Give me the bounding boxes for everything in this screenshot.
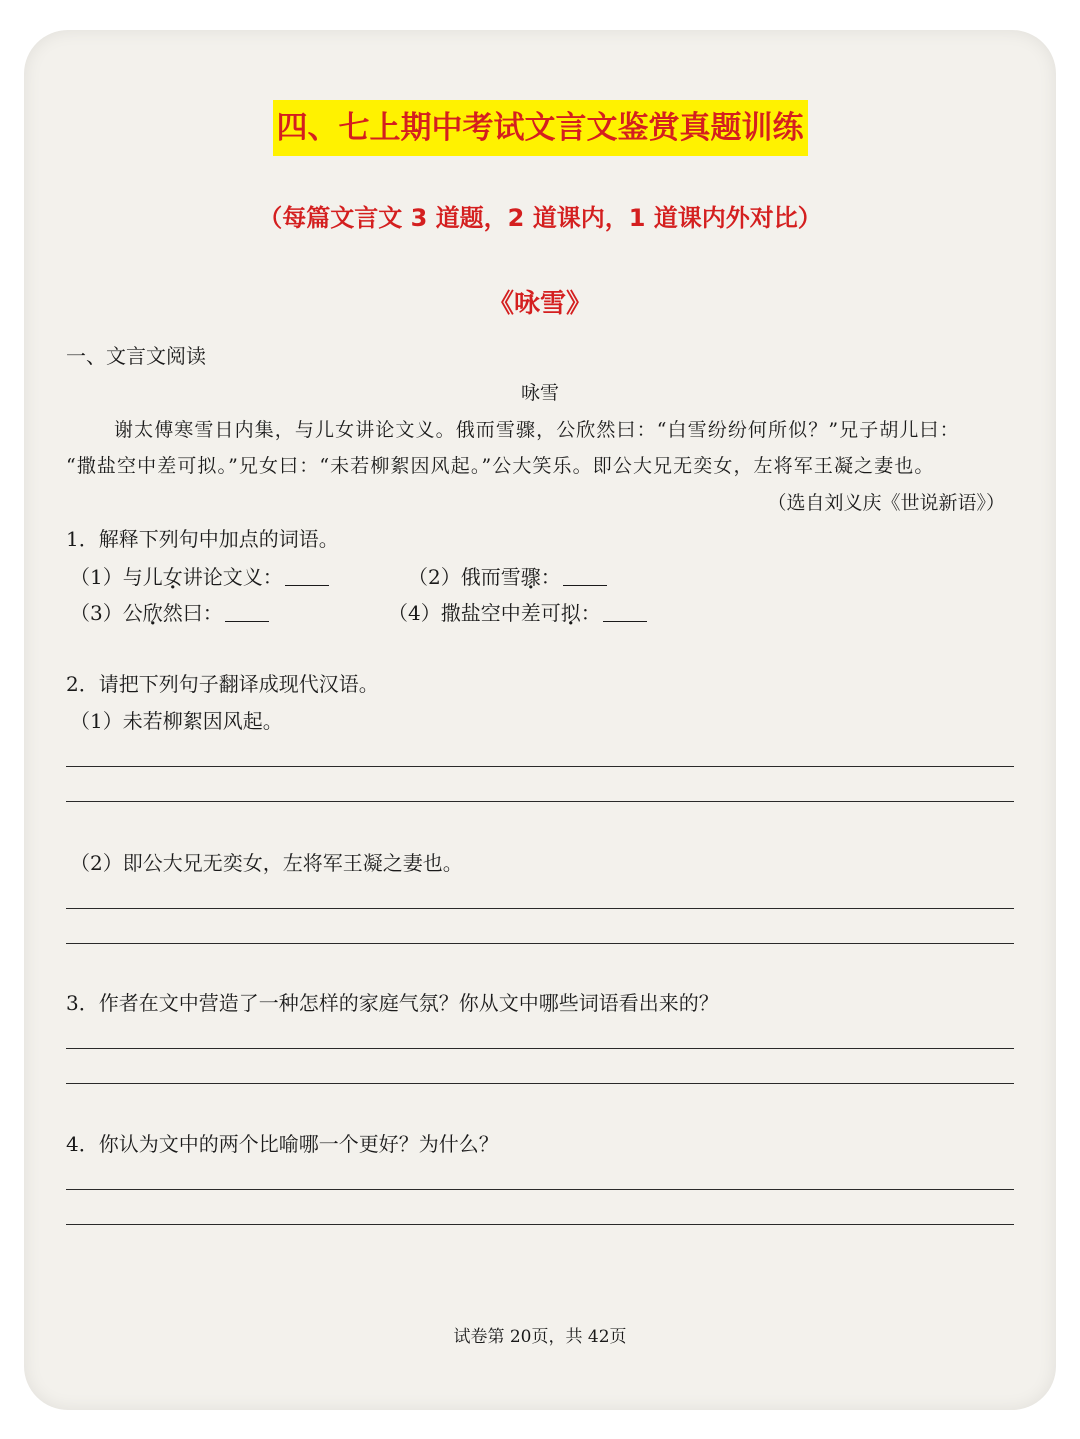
- q1-item-3-answer-blank[interactable]: [225, 601, 269, 622]
- q2-s1-answer-line-1[interactable]: [66, 766, 1014, 767]
- passage-line-2: “撒盐空中差可拟。”兄女曰：“未若柳絮因风起。”公大笑乐。即公大兄无奕女，左将军王凝之妻也。: [66, 455, 935, 477]
- passage-line-1: 谢太傅寒雪日内集，与儿女讲论文义。俄而雪骤，公欣然曰：“白雪纷纷何所似？”兄子胡儿曰：: [114, 419, 960, 441]
- q2-s1-answer-line-2[interactable]: [66, 801, 1014, 802]
- q4-answer-line-2[interactable]: [66, 1224, 1014, 1225]
- q2-sentence-2: （2）即公大兄无奕女，左将军王凝之妻也。: [70, 851, 463, 875]
- q1-item-1: [70, 562, 329, 592]
- q1-item-2-answer-blank[interactable]: [563, 565, 607, 586]
- passage-source: （选自刘义庆《世说新语》）: [767, 492, 1005, 514]
- q1-item-2-dotted-word: 骤: [520, 565, 541, 589]
- q1-item-2: [408, 562, 607, 592]
- q1-item-1-dotted-word: 女: [162, 565, 183, 589]
- q1-item-1-pre: （1）与儿: [70, 565, 163, 589]
- q1-item-3-pre: （3）公: [70, 601, 143, 625]
- section-heading: 一、文言文阅读: [66, 344, 206, 368]
- q1-item-4-answer-blank[interactable]: [603, 601, 647, 622]
- q1-item-4-dotted-word: 拟: [560, 601, 581, 625]
- q1-item-2-pre: （2）俄而雪: [408, 565, 521, 589]
- poem-title: 《咏雪》: [487, 289, 592, 319]
- title-block: [0, 100, 1080, 156]
- q1-item-4: [388, 598, 647, 628]
- question-4-prompt: 4．你认为文中的两个比喻哪一个更好？为什么？: [66, 1132, 499, 1156]
- q2-s2-answer-line-1[interactable]: [66, 908, 1014, 909]
- page-number-footer: 试卷第 20页，共 42页: [453, 1327, 627, 1347]
- question-3-prompt: 3．作者在文中营造了一种怎样的家庭气氛？你从文中哪些词语看出来的？: [66, 991, 719, 1015]
- page-title: 四、七上期中考试文言文鉴赏真题训练: [273, 100, 808, 156]
- q1-item-3-dotted-word: 欣: [142, 601, 163, 625]
- q1-item-3-post: 然曰：: [162, 601, 223, 625]
- q2-sentence-1: （1）未若柳絮因风起。: [70, 709, 283, 733]
- q1-item-4-post: ：: [580, 601, 601, 625]
- page-subtitle: （每篇文言文 3 道题，2 道课内，1 道课内外对比）: [258, 204, 822, 232]
- q3-answer-line-1[interactable]: [66, 1048, 1014, 1049]
- q1-item-2-post: ：: [540, 565, 561, 589]
- passage-title: 咏雪: [520, 382, 559, 404]
- q4-answer-line-1[interactable]: [66, 1189, 1014, 1190]
- q1-item-4-pre: （4）撒盐空中差可: [388, 601, 561, 625]
- question-2-prompt: 2．请把下列句子翻译成现代汉语。: [66, 672, 379, 696]
- q3-answer-line-2[interactable]: [66, 1083, 1014, 1084]
- q2-s2-answer-line-2[interactable]: [66, 943, 1014, 944]
- q1-item-1-answer-blank[interactable]: [285, 565, 329, 586]
- q1-item-1-post: 讲论文义：: [182, 565, 283, 589]
- question-1-prompt: 1．解释下列句中加点的词语。: [66, 527, 339, 551]
- q1-item-3: [70, 598, 269, 628]
